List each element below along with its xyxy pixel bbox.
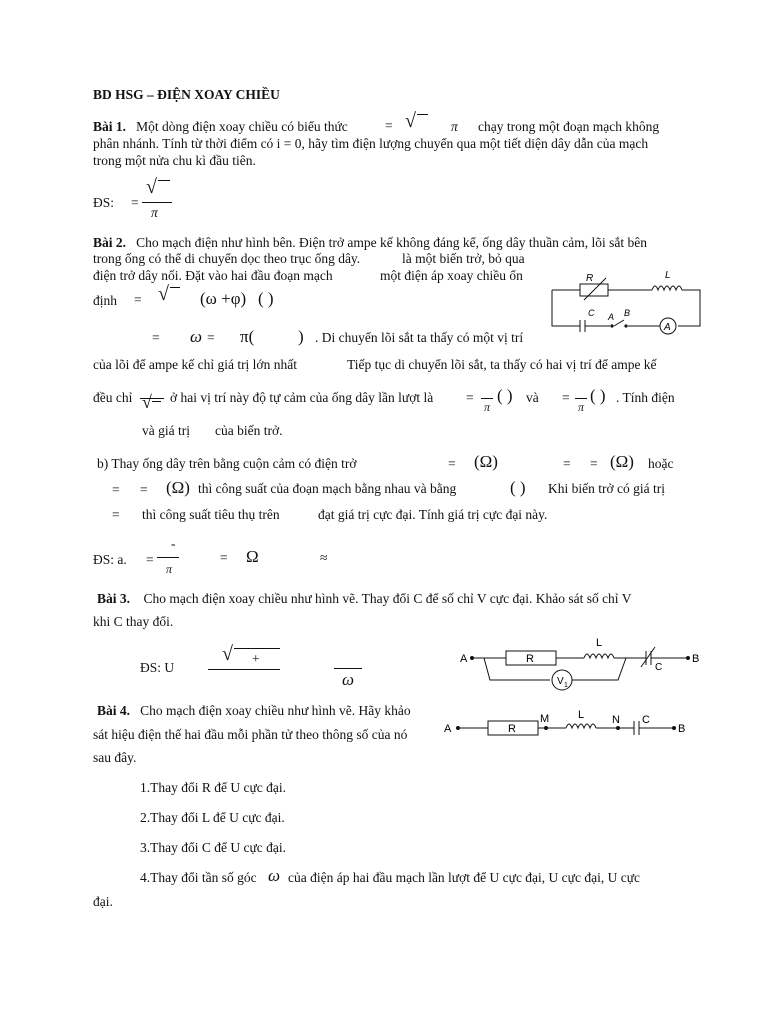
bai2-text-6b: Tiếp tục di chuyển lõi sắt, ta thấy có hai vị trí để ampe kế [347, 357, 657, 372]
bai4-circuit-L: L [578, 709, 585, 721]
bai2-text-2a: trong ống có thể di chuyển dọc theo trục ống dây. [93, 251, 361, 266]
bai3-answer-sqrt: √ [222, 643, 233, 665]
bai2-text-1: Cho mạch điện như hình bên. Điện trở ampe kế không đáng kể, ống dây thuần cảm, lõi sắt bên [136, 235, 647, 250]
bai2-circuit-R: R [586, 273, 594, 284]
bai2-sqrt2: √ [142, 392, 152, 412]
bai2-text-7a: đều chỉ [93, 390, 133, 405]
bai2-b-text-3a: thì công suất tiêu thụ trên [142, 507, 280, 522]
bai1-text-1b: chạy trong một đoạn mạch không [478, 119, 660, 134]
bai2-text-3b: một điện áp xoay chiều ổn [380, 268, 523, 283]
bai3-circuit-V: V [557, 676, 564, 687]
bai1-answer-pi: π [151, 205, 158, 220]
bai2-line1 [93, 235, 647, 251]
bai3-text-1: Cho mạch điện xoay chiều như hình vẽ. Thay đổi C để số chỉ V cực đại. Khảo sát số chỉ V [143, 591, 632, 606]
bai3-label: Bài 3. [97, 591, 131, 606]
bai3-line1 [97, 591, 631, 607]
bai2-text-2b: là một biến trở, bỏ qua [402, 251, 525, 266]
bai4-item-4-omega: ω [268, 866, 281, 885]
bai4-text-2: sát hiệu điện thế hai đầu mỗi phần tử theo thông số của nó [93, 727, 408, 742]
bai2-omega1: ω [190, 327, 203, 346]
bai4-circuit-C: C [642, 714, 650, 726]
bai2-paren3: ( ) [590, 386, 606, 405]
bai2-text-3a: điện trở dây nối. Đặt vào hai đầu đoạn mạch [93, 268, 333, 283]
bai2-eq4: = [466, 390, 474, 405]
bai3-answer-label: ĐS: U [140, 660, 175, 675]
bai2-answer-minus: - [171, 536, 176, 551]
bai2-label: Bài 2. [93, 235, 127, 250]
bai2-b-text-3b: đạt giá trị cực đại. Tính giá trị cực đại này. [318, 507, 548, 522]
bai1-eq: = [385, 118, 393, 133]
bai3-answer-omega: ω [342, 670, 355, 689]
bai4-item-4c: đại. [93, 894, 113, 909]
bai1-line1 [93, 119, 348, 135]
bai4-item-2: 2.Thay đổi L để U cực đại. [140, 810, 285, 825]
bai2-text-6a: của lõi để ampe kế chỉ giá trị lớn nhất [93, 357, 297, 372]
bai2-omega-phi: (ω +φ) [200, 289, 247, 308]
bai1-pi: π [451, 119, 458, 134]
bai2-eq1: = [134, 292, 142, 307]
bai2-b-text-1b: hoặc [648, 456, 674, 471]
bai4-circuit-N: N [612, 714, 620, 726]
bai4-line1 [97, 703, 411, 719]
bai3-circuit-A: A [460, 653, 468, 665]
bai2-answer-ohm: Ω [246, 547, 259, 566]
bai2-text-7b: ở hai vị trí này độ tự cảm của ống dây lần lượt là [170, 390, 434, 405]
bai2-circuit-diagram [550, 268, 710, 338]
bai3-text-2: khi C thay đổi. [93, 614, 174, 629]
bai2-eq3: = [207, 330, 215, 345]
bai2-answer-eq2: = [220, 550, 228, 565]
bai2-circuit-B: B [624, 308, 631, 318]
bai2-b-text-2: thì công suất của đoạn mạch bằng nhau và bằng [198, 481, 457, 496]
bai2-b-ohm1: (Ω) [474, 452, 498, 471]
bai3-answer-plus: + [252, 651, 260, 666]
bai2-text-8a: và giá trị [142, 423, 190, 438]
bai2-pi3: π [578, 400, 585, 414]
bai4-text-1: Cho mạch điện xoay chiều như hình vẽ. Hãy khảo [140, 703, 411, 718]
bai1-answer-label: ĐS: [93, 195, 115, 210]
bai2-b-eq4: = [112, 482, 120, 497]
bai2-b-ohm3: (Ω) [166, 478, 190, 497]
bai4-circuit-diagram [444, 709, 694, 742]
bai2-text-5: . Di chuyển lõi sắt ta thấy có một vị trí [315, 330, 524, 345]
bai2-paren1: ( ) [258, 289, 274, 308]
bai4-circuit-R: R [508, 723, 516, 735]
bai3-circuit-L: L [596, 637, 603, 649]
bai3-circuit-C: C [655, 662, 663, 673]
bai2-b-text-1a: b) Thay ống dây trên bằng cuộn cảm có điện trở [97, 456, 357, 471]
bai1-answer-eq: = [131, 195, 139, 210]
bai2-b-paren: ( ) [510, 478, 526, 497]
bai1-text-1a: Một dòng điện xoay chiều có biểu thức [136, 119, 348, 134]
bai1-answer-sqrt: √ [146, 176, 157, 198]
bai2-pi-paren: π( [240, 327, 255, 346]
bai4-item-3: 3.Thay đổi C để U cực đại. [140, 840, 287, 855]
bai2-paren2: ( ) [497, 386, 513, 405]
bai2-b-eq6: = [112, 507, 120, 522]
bai1-text-2: phân nhánh. Tính từ thời điểm có i = 0, hãy tìm điện lượng chuyển qua một tiết diện dây dẫn của mạch [93, 136, 649, 151]
bai2-circuit-C: C [588, 308, 595, 318]
bai3-circuit-V-sub: 1 [564, 682, 568, 689]
bai2-eq5: = [562, 390, 570, 405]
bai2-text-7c: và [526, 390, 539, 405]
page-title: BD HSG – ĐIỆN XOAY CHIỀU [93, 87, 280, 102]
bai4-item-1: 1.Thay đổi R để U cực đại. [140, 780, 287, 795]
bai4-circuit-B: B [678, 723, 686, 735]
bai2-b-eq1: = [448, 456, 456, 471]
bai2-b-eq5: = [140, 482, 148, 497]
bai2-text-7d: . Tính điện [616, 390, 675, 405]
bai4-circuit-A: A [444, 723, 452, 735]
bai2-text-8b: của biến trở. [215, 423, 283, 438]
bai4-label: Bài 4. [97, 703, 131, 718]
bai2-sqrt1: √ [158, 283, 169, 305]
bai3-circuit-diagram [458, 632, 708, 692]
bai1-sqrt: √ [405, 110, 416, 132]
bai3-circuit-B: B [692, 653, 700, 665]
bai2-circuit-A: A [608, 312, 615, 322]
bai2-circuit-L: L [665, 270, 671, 281]
bai2-b-eq2: = [563, 456, 571, 471]
bai2-answer-approx: ≈ [320, 550, 328, 565]
bai2-answer-label: ĐS: a. [93, 552, 127, 567]
bai4-item-4a: 4.Thay đổi tần số góc [140, 870, 257, 885]
bai2-answer-eq1: = [146, 552, 154, 567]
bai2-b-eq3: = [590, 456, 598, 471]
bai2-text-4: định [93, 293, 118, 308]
bai1-text-3: trong một nửa chu kì đầu tiên. [93, 153, 256, 168]
bai4-circuit-M: M [540, 713, 550, 725]
bai2-b-text-2b: Khi biến trở có giá trị [548, 481, 665, 496]
bai2-circuit-ammeter: A [664, 322, 671, 333]
bai4-text-3: sau đây. [93, 750, 137, 765]
bai1-label: Bài 1. [93, 119, 127, 134]
bai2-b-ohm2: (Ω) [610, 452, 634, 471]
bai3-circuit-R: R [526, 653, 534, 665]
bai2-paren-close: ) [298, 327, 304, 346]
bai2-answer-pi: π [166, 562, 173, 576]
bai2-pi2: π [484, 400, 491, 414]
bai2-eq2: = [152, 330, 160, 345]
bai4-item-4b: của điện áp hai đầu mạch lần lượt để U cực đại, U cực đại, U cực [288, 870, 641, 885]
